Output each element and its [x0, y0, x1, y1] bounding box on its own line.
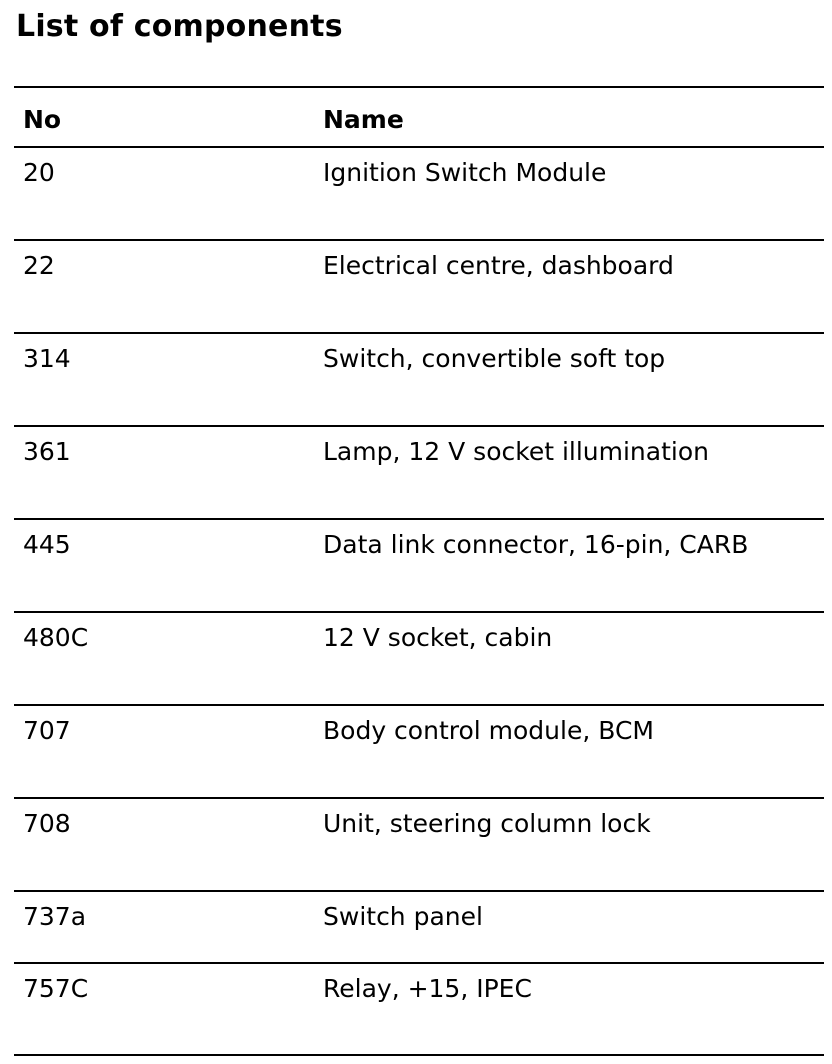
component-name: Body control module, BCM — [323, 716, 654, 745]
table-row — [14, 613, 824, 706]
column-header-name: Name — [323, 105, 404, 134]
component-number: 445 — [23, 530, 71, 559]
component-name: 12 V socket, cabin — [323, 623, 553, 652]
column-header-no: No — [23, 105, 62, 134]
component-name: Unit, steering column lock — [323, 809, 651, 838]
table-row — [14, 427, 824, 520]
component-name: Electrical centre, dashboard — [323, 251, 674, 280]
table-row — [14, 706, 824, 799]
components-table — [14, 86, 824, 1056]
table-row — [14, 520, 824, 613]
component-number: 20 — [23, 158, 55, 187]
page-title: List of components — [16, 9, 343, 44]
component-number: 361 — [23, 437, 71, 466]
table-row — [14, 799, 824, 892]
component-number: 708 — [23, 809, 71, 838]
component-number: 757C — [23, 974, 89, 1003]
component-name: Lamp, 12 V socket illumination — [323, 437, 709, 466]
component-number: 314 — [23, 344, 71, 373]
table-row — [14, 892, 824, 964]
table-row — [14, 241, 824, 334]
component-name: Relay, +15, IPEC — [323, 974, 532, 1003]
component-number: 480C — [23, 623, 89, 652]
component-name: Switch panel — [323, 902, 483, 931]
table-row — [14, 334, 824, 427]
component-number: 737a — [23, 902, 87, 931]
table-row — [14, 148, 824, 241]
table-row — [14, 964, 824, 1056]
component-name: Data link connector, 16-pin, CARB — [323, 530, 749, 559]
component-name: Switch, convertible soft top — [323, 344, 666, 373]
table-header-row — [14, 88, 824, 148]
component-number: 22 — [23, 251, 55, 280]
component-name: Ignition Switch Module — [323, 158, 607, 187]
component-number: 707 — [23, 716, 71, 745]
